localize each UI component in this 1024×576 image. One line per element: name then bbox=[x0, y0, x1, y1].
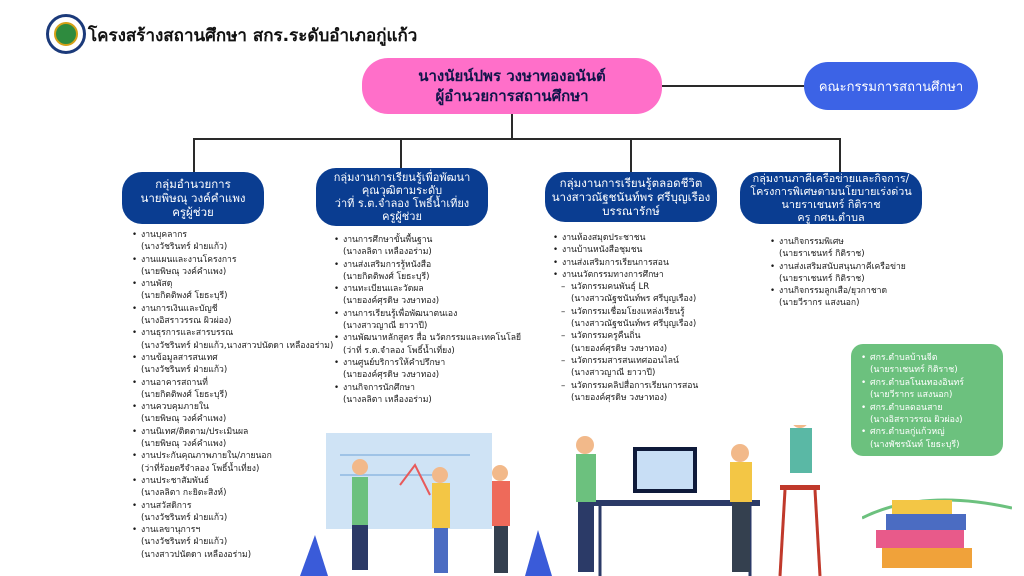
task-item: • งานอาคารสถานที่ (นายกิตติพงศ์ โยธะบุรี) bbox=[132, 377, 333, 402]
sub-district-centers-box bbox=[851, 344, 1003, 456]
group-title-line: กลุ่มงานการเรียนรู้เพื่อพัฒนา bbox=[333, 171, 471, 184]
task-item: • งานสวัสดิการ (นางวัชรินทร์ ฝ่ายแก้ว) bbox=[132, 500, 333, 525]
task-item: • งานธุรการและสารบรรณ (นางวัชรินทร์ ฝ่ายแก้ว,นางสาวปนัดดา เหลืองอร่าม) bbox=[132, 327, 333, 352]
task-list-qualification bbox=[334, 234, 521, 406]
task-item: • งานกิจกรรมพิเศษ (นายราเชนทร์ กิติราช) bbox=[770, 236, 906, 261]
group-title-line: ว่าที่ ร.ต.จำลอง โพธิ์น้ำเที่ยง bbox=[334, 197, 470, 210]
connector-group-2 bbox=[400, 138, 402, 168]
task-item: • งานการเงินและบัญชี (นางอิสราวรรณ ผิวผ่อง) bbox=[132, 303, 333, 328]
group-title-line: นายราเชนทร์ กิติราช bbox=[781, 198, 881, 211]
center-item: • ศกร.ตำบลโนนทองอินทร์ (นายวีรากร แสงนอก) bbox=[861, 377, 964, 402]
books-illustration bbox=[862, 478, 1012, 576]
task-item: • งานห้องสมุดประชาชน bbox=[553, 232, 698, 244]
task-subitem: – นวัตกรรมคลิปสื่อการเรียนการสอน (นายองค์ศุรดิษ วงษาทอง) bbox=[553, 380, 698, 405]
group-box-administration bbox=[122, 172, 264, 224]
group-box-qualification bbox=[316, 168, 488, 226]
director-box bbox=[362, 58, 662, 114]
connector-group-1 bbox=[193, 138, 195, 172]
logo-emblem bbox=[54, 22, 78, 46]
task-subitem: – นวัตกรรมเชื่อมโยงแหล่งเรียนรู้ (นางสาวณัฐชนันท์พร ศรีบุญเรือง) bbox=[553, 306, 698, 331]
task-item: • งานกิจการนักศึกษา (นางลลิตา เหลืองอร่าม) bbox=[334, 382, 521, 407]
group-title-line: นางสาวณัฐชนันท์พร ศรีบุญเรือง bbox=[551, 190, 711, 204]
task-item: • งานพัฒนาหลักสูตร สื่อ นวัตกรรมและเทคโนโลยี (ว่าที่ ร.ต.จำลอง โพธิ์น้ำเที่ยง) bbox=[334, 332, 521, 357]
group-title-line: กลุ่มงานการเรียนรู้ตลอดชีวิต bbox=[559, 176, 703, 190]
task-item: • งานส่งเสริมสนับสนุนภาคีเครือข่าย (นายราเชนทร์ กิติราช) bbox=[770, 261, 906, 286]
task-subitem: – นวัตกรรมสารสนเทศออนไลน์ (นางสาวญาณี ยาวาปี) bbox=[553, 355, 698, 380]
center-item: • ศกร.ตำบลดอนสาย (นางอิสราวรรณ ผิวผ่อง) bbox=[861, 402, 964, 427]
task-list-network bbox=[770, 236, 906, 310]
connector-group-3 bbox=[630, 138, 632, 172]
task-list-lifelong bbox=[553, 232, 698, 404]
task-subitem: – นวัตกรรมคนพันธุ์ LR (นางสาวณัฐชนันท์พร ศรีบุญเรือง) bbox=[553, 281, 698, 306]
group-title-line: นายพิษณุ วงค์คำแพง bbox=[140, 191, 246, 205]
director-name: นางนัยน์ปพร วงษาทองอนันต์ bbox=[418, 67, 606, 85]
task-item: • งานข้อมูลสารสนเทศ (นางวัชรินทร์ ฝ่ายแก้ว) bbox=[132, 352, 333, 377]
page-title: โครงสร้างสถานศึกษา สกร.ระดับอำเภอกู่แก้ว bbox=[88, 26, 418, 46]
team-illustration bbox=[300, 425, 860, 576]
connector-group-4 bbox=[839, 138, 841, 172]
connector-director-down bbox=[511, 114, 513, 138]
task-item: • งานทะเบียนและวัดผล (นายองค์ศุรดิษ วงษาทอง) bbox=[334, 283, 521, 308]
committee-label: คณะกรรมการสถานศึกษา bbox=[818, 79, 964, 95]
task-item: • งานแผนและงานโครงการ (นายพิษณุ วงค์คำแพง) bbox=[132, 254, 333, 279]
group-title-line: กลุ่มอำนวยการ bbox=[155, 177, 231, 191]
task-item: • งานศูนย์บริการให้คำปรึกษา (นายองค์ศุรดิษ วงษาทอง) bbox=[334, 357, 521, 382]
group-title-line: โครงการพิเศษตามนโยบายเร่งด่วน bbox=[750, 185, 912, 198]
center-item: • ศกร.ตำบลกู่แก้วหญ่ (นางพัชรนันท์ โยธะบุรี) bbox=[861, 426, 964, 451]
group-box-network bbox=[740, 172, 922, 224]
task-item: • งานเลขานุการฯ (นางวัชรินทร์ ฝ่ายแก้ว) (นางสาวปนัดดา เหลืองอร่าม) bbox=[132, 524, 333, 561]
task-item: • งานบุคลากร (นางวัชรินทร์ ฝ่ายแก้ว) bbox=[132, 229, 333, 254]
group-title-line: บรรณารักษ์ bbox=[602, 204, 660, 218]
group-title-line: ครูผู้ช่วย bbox=[172, 205, 214, 219]
group-title-line: ครู กศน.ตำบล bbox=[797, 211, 865, 224]
center-item: • ศกร.ตำบลบ้านจีต (นายราเชนทร์ กิติราช) bbox=[861, 352, 964, 377]
group-box-lifelong bbox=[545, 172, 717, 222]
group-title-line: กลุ่มงานภาคีเครือข่ายและกิจการ/ bbox=[752, 172, 910, 185]
director-position: ผู้อำนวยการสถานศึกษา bbox=[435, 87, 589, 105]
task-item: • งานการศึกษาขั้นพื้นฐาน (นางลลิตา เหลืองอร่าม) bbox=[334, 234, 521, 259]
task-item: • งานกิจกรรมลูกเสือ/ยุวกาชาด (นายวีรากร แสงนอก) bbox=[770, 285, 906, 310]
group-title-line: คุณวุฒิตามระดับ bbox=[361, 184, 443, 197]
task-item: • งานประกันคุณภาพภายใน/ภายนอก (ว่าที่ร้อยตรีจำลอง โพธิ์น้ำเที่ยง) bbox=[132, 450, 333, 475]
school-logo bbox=[46, 14, 86, 54]
center-list bbox=[861, 352, 964, 451]
task-item: • งานบ้านหนังสือชุมชน bbox=[553, 244, 698, 256]
group-title-line: ครูผู้ช่วย bbox=[382, 210, 422, 223]
task-item: • งานพัสดุ (นายกิตติพงศ์ โยธะบุรี) bbox=[132, 278, 333, 303]
committee-box bbox=[804, 62, 978, 110]
task-item: • งานส่งเสริมการรู้หนังสือ (นายกิตติพงศ์ โยธะบุรี) bbox=[334, 259, 521, 284]
connector-director-committee bbox=[662, 85, 804, 87]
task-item: • งานนิเทศ/ติดตาม/ประเมินผล (นายพิษณุ วงค์คำแพง) bbox=[132, 426, 333, 451]
task-item: • งานการเรียนรู้เพื่อพัฒนาตนเอง (นางสาวญาณี ยาวาปี) bbox=[334, 308, 521, 333]
task-item: • งานส่งเสริมการเรียนการสอน bbox=[553, 257, 698, 269]
task-item: • งานนวัตกรรมทางการศึกษา bbox=[553, 269, 698, 281]
task-subitem: – นวัตกรรมครูคืนถิ่น (นายองค์ศุรดิษ วงษาทอง) bbox=[553, 330, 698, 355]
task-item: • งานประชาสัมพันธ์ (นางลลิตา กะยิตะสิงห์) bbox=[132, 475, 333, 500]
task-item: • งานควบคุมภายใน (นายพิษณุ วงค์คำแพง) bbox=[132, 401, 333, 426]
connector-horizontal bbox=[193, 138, 839, 140]
